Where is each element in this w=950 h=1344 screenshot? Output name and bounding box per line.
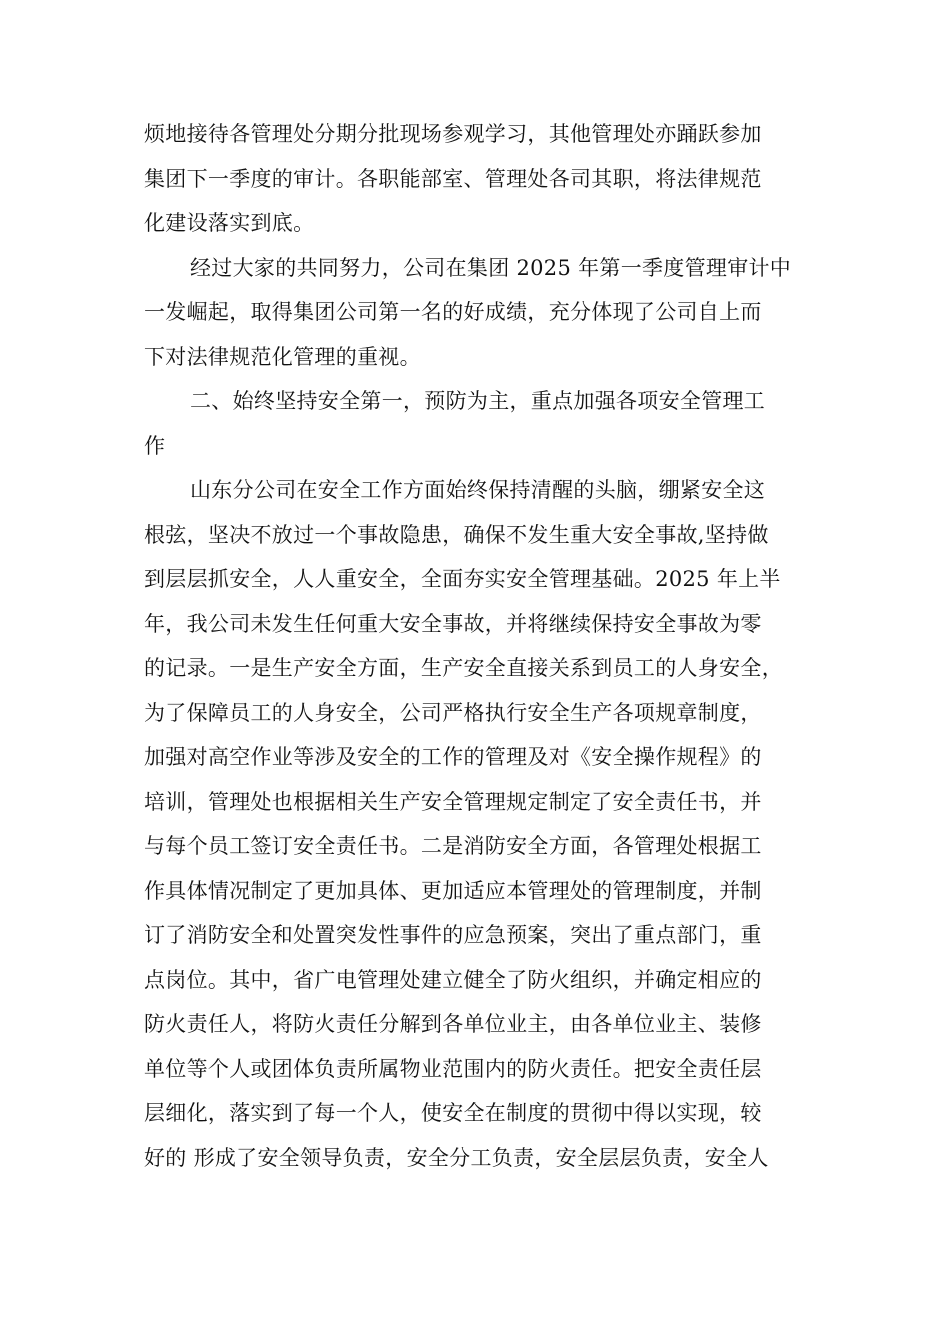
section-heading-line: 作 (144, 433, 166, 458)
text-line: 好的 形成了安全领导负责，安全分工负责，安全层层负责，安全人 (144, 1145, 769, 1170)
text-line: 单位等个人或团体负责所属物业范围内的防火责任。把安全责任层 (144, 1056, 762, 1081)
body-text (144, 112, 824, 1180)
text-line: 的记录。一是生产安全方面，生产安全直接关系到员工的人身安全， (144, 656, 783, 680)
text-line: 培训，管理处也根据相关生产安全管理规定制定了安全责任书，并 (144, 789, 762, 814)
text-line: 加强对高空作业等涉及安全的工作的管理及对《安全操作规程》的 (144, 745, 762, 769)
text-line: 订了消防安全和处置突发性事件的应急预案，突出了重点部门，重 (144, 923, 762, 947)
section-heading-line: 二、始终坚持安全第一，预防为主，重点加强各项安全管理工 (190, 389, 766, 413)
text-line: 化建设落实到底。 (144, 211, 315, 235)
text-line: 根弦，坚决不放过一个事故隐患，确保不发生重大安全事故,坚持做 (144, 522, 769, 547)
text-line: 点岗位。其中，省广电管理处建立健全了防火组织，并确定相应的 (144, 967, 762, 992)
text-line: 为了保障员工的人身安全，公司严格执行安全生产各项规章制度， (144, 700, 762, 725)
paragraph-start-line: 山东分公司在安全工作方面始终保持清醒的头脑，绷紧安全这 (190, 478, 766, 502)
text-line: 集团下一季度的审计。各职能部室、管理处各司其职，将法律规范 (144, 166, 762, 191)
text-line: 与每个员工签订安全责任书。二是消防安全方面，各管理处根据工 (144, 834, 762, 858)
paragraph-start-line: 经过大家的共同努力，公司在集团 2025 年第一季度管理审计中 (190, 255, 792, 280)
text-line: 烦地接待各管理处分期分批现场参观学习，其他管理处亦踊跃参加 (144, 122, 762, 146)
text-line: 年，我公司未发生任何重大安全事故，并将继续保持安全事故为零 (144, 611, 762, 636)
text-line: 防火责任人，将防火责任分解到各单位业主，由各单位业主、装修 (144, 1012, 762, 1036)
text-line: 层细化，落实到了每一个人，使安全在制度的贯彻中得以实现，较 (144, 1101, 762, 1125)
text-line: 一发崛起，取得集团公司第一名的好成绩，充分体现了公司自上而 (144, 300, 762, 324)
text-line: 作具体情况制定了更加具体、更加适应本管理处的管理制度，并制 (144, 878, 762, 903)
text-line: 下对法律规范化管理的重视。 (144, 344, 421, 369)
text-line: 到层层抓安全，人人重安全，全面夯实安全管理基础。2025 年上半 (144, 567, 781, 591)
